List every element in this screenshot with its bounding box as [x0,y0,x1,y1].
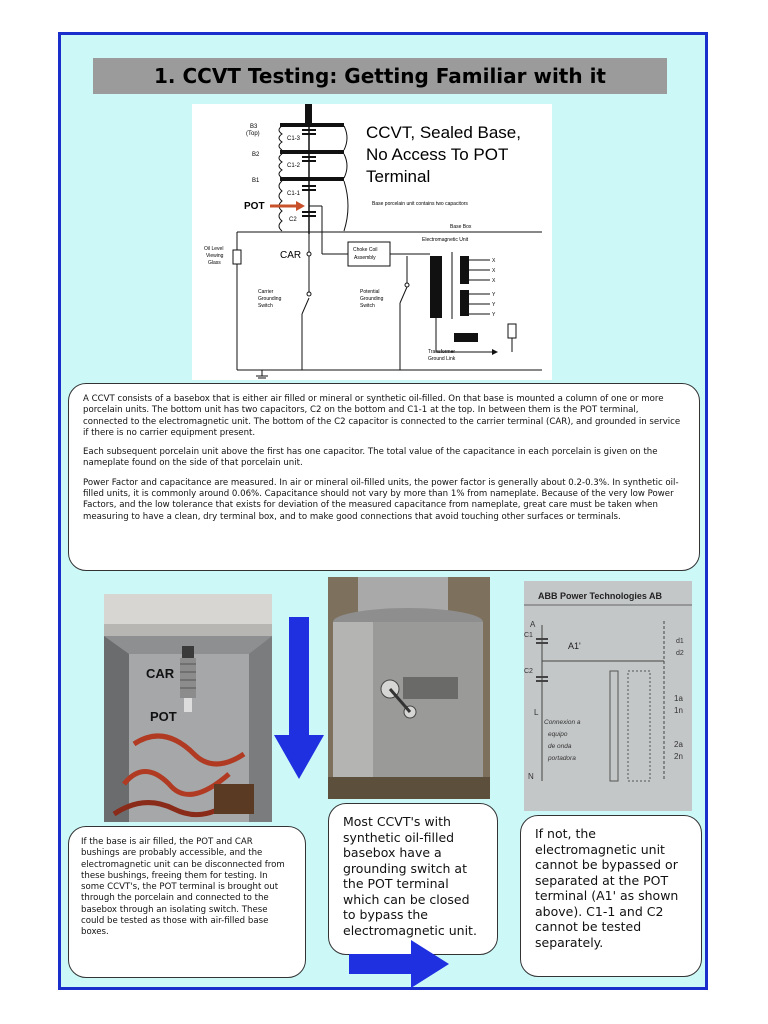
label-choke-2: Assembly [354,255,376,261]
label-x1: X [492,258,496,264]
nameplate-c2: C2 [524,668,533,675]
nameplate-note-1: Connexion a [544,719,581,726]
label-c12: C1-2 [287,163,301,169]
description-paragraph-2: Each subsequent porcelain unit above the first has one capacitor. The total value of the capacitance in each porcelain is given on the nameplate found on the side of that porcelain unit. [83,447,658,469]
diagram-heading-3: Terminal [366,167,431,186]
caption-not-bypassed-text: If not, the electromagnetic unit cannot be bypassed or separated at the POT terminal (A1' as shown above). C1-1 and C2 cannot be tested separately. [535,826,679,950]
label-choke-1: Choke Coil [353,247,378,253]
label-b2: B2 [252,152,260,158]
nameplate-2a: 2a [674,740,683,749]
label-car: CAR [280,250,302,261]
label-em-unit: Electromagnetic Unit [422,237,469,243]
label-top: (Top) [246,131,260,137]
label-c13: C1-3 [287,136,301,142]
photo-air-filled-basebox [104,594,272,822]
nameplate-1a: 1a [674,694,683,703]
nameplate-a: A [530,620,536,629]
caption-grounding-switch [328,803,498,955]
nameplate-d1: d1 [676,638,684,645]
caption-not-bypassed [520,815,702,977]
label-y3: Y [492,312,496,318]
nameplate-a1: A1' [568,641,581,651]
caption-grounding-switch-text: Most CCVT's with synthetic oil-filled basebox have a grounding switch at the POT terminal which can be closed to bypass the electromagnetic unit. [343,814,477,938]
nameplate-l: L [534,708,539,717]
label-oil-level-2: Viewing [206,253,224,259]
description-box [68,383,700,571]
label-base-box: Base Box [450,224,472,230]
label-b3: B3 [250,124,258,130]
nameplate-note-2: equipo [548,731,568,738]
page-title [93,58,667,94]
label-y1: Y [492,292,496,298]
label-b1: B1 [252,178,260,184]
down-arrow-icon [274,617,324,779]
nameplate-note-3: de onda [548,743,572,750]
label-c11: C1-1 [287,191,301,197]
nameplate-c1: C1 [524,632,533,639]
schematic-svg [192,104,552,380]
label-oil-level-3: Glass [208,260,221,266]
nameplate-note-4: portadora [548,755,576,762]
nameplate-d2: d2 [676,650,684,657]
right-arrow-icon [349,940,449,988]
photo1-label-car: CAR [146,666,175,681]
nameplate-n: N [528,772,534,781]
photo-oil-filled-basebox [328,577,490,799]
label-c2: C2 [289,217,297,223]
label-pot: POT [244,201,265,212]
photo-nameplate [524,581,692,811]
label-transformer-2: Ground Link [428,356,456,362]
description-paragraph-3: Power Factor and capacitance are measured. In air or mineral oil-filled units, the power factor is generally about 0.2-0.3%. In synthetic oil-filled units, it is commonly around 0.06%. Capacitance should not vary by more than 1% from nameplate. Because of the very low Power Factors, and the low tolerance that exists for deviation of the measured capacitance from nameplate, great care must be taken when measuring to have a clean, dry terminal box, and to make good connections that avoid touching other surfaces or terminals. [83,477,679,522]
label-carrier-1: Carrier [258,289,274,295]
label-potential-1: Potential [360,289,380,295]
label-potential-3: Switch [360,303,375,309]
description-paragraph-1: A CCVT consists of a basebox that is either air filled or mineral or synthetic oil-filled. On that base is mounted a column of one or more porcelain units. The bottom unit has two capacitors, C2 on the bottom and C1-1 at the top. In between them is the POT terminal, connected to the electromagnetic unit. The bottom of the C2 capacitor is connected to the carrier terminal (CAR), and grounded in service if there is no carrier equipment present. [83,394,681,438]
nameplate-2n: 2n [674,752,683,761]
label-carrier-2: Grounding [258,296,282,302]
diagram-heading-1: CCVT, Sealed Base, [366,123,521,142]
label-oil-level-1: Oil Level [204,246,224,252]
label-base-porcelain: Base porcelain unit contains two capacitors [372,201,468,207]
ccvt-schematic-diagram [192,104,552,380]
nameplate-header: ABB Power Technologies AB [538,591,663,601]
label-transformer-1: Transformer [428,349,456,355]
label-potential-2: Grounding [360,296,384,302]
diagram-heading-2: No Access To POT [366,145,509,164]
page-title-text: 1. CCVT Testing: Getting Familiar with it [153,64,606,88]
label-x3: X [492,278,496,284]
nameplate-1n: 1n [674,706,683,715]
caption-air-filled-text: If the base is air filled, the POT and CAR bushings are probably accessible, and the electromagnetic unit can be disconnected from these bushings, freeing them for testing. In some CCVT's, the POT terminal is brought out through the porcelain and connected to the basebox through an isolating switch. These could be tested as those with air-filled base boxes. [81,837,285,938]
label-x2: X [492,268,496,274]
photo1-label-pot: POT [150,709,177,724]
label-carrier-3: Switch [258,303,273,309]
caption-air-filled [68,826,306,978]
label-y2: Y [492,302,496,308]
